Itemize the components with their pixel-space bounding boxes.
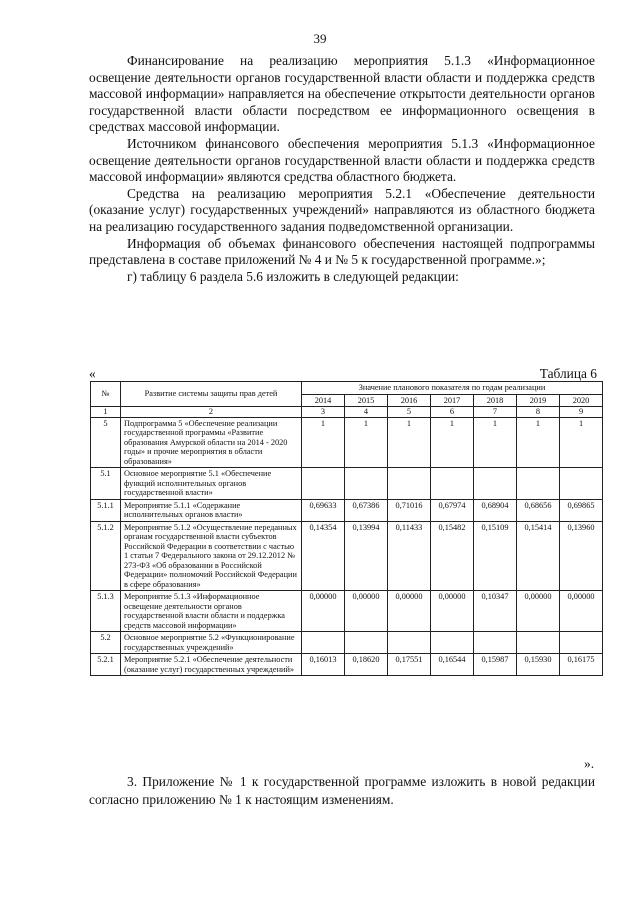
row-name: Основное мероприятие 5.1 «Обеспечение функций исполнительных органов государственной власти» — [121, 468, 302, 500]
row-code: 5.1.1 — [91, 499, 121, 521]
row-value: 0,16013 — [302, 654, 345, 676]
index-cell: 7 — [474, 407, 517, 418]
row-value: 0,67386 — [345, 499, 388, 521]
row-value: 0,68904 — [474, 499, 517, 521]
page-number: 39 — [313, 31, 327, 46]
row-value: 0,00000 — [345, 591, 388, 632]
row-value — [345, 468, 388, 500]
row-value — [388, 468, 431, 500]
header-year: 2018 — [474, 394, 517, 407]
header-year: 2020 — [560, 394, 603, 407]
indicator-table — [90, 381, 603, 676]
row-value: 0,69633 — [302, 499, 345, 521]
row-value — [388, 632, 431, 654]
index-cell: 3 — [302, 407, 345, 418]
row-value — [431, 468, 474, 500]
row-value: 1 — [560, 417, 603, 468]
row-value: 0,69865 — [560, 499, 603, 521]
row-value: 0,16544 — [431, 654, 474, 676]
row-code: 5.2.1 — [91, 654, 121, 676]
index-cell: 6 — [431, 407, 474, 418]
row-value: 0,13994 — [345, 521, 388, 591]
index-cell: 5 — [388, 407, 431, 418]
paragraph-information-volumes: Информация об объемах финансового обеспечения настоящей подпрограммы представлена в составе приложений № 4 и № 5 к государственной программе.»; — [89, 235, 595, 268]
table-row — [91, 654, 603, 676]
row-name: Мероприятие 5.1.2 «Осуществление переданных органам государственной власти субъектов Российской Федерации в соответствии с частью 1 статьи 7 Федерального закона от 29.12.2012 № 273-ФЗ «Об образовании в Российской Федерации» полномочий Российской Федерации в сфере образования» — [121, 521, 302, 591]
row-value: 0,71016 — [388, 499, 431, 521]
row-name: Мероприятие 5.2.1 «Обеспечение деятельности (оказание услуг) государственных учреждений» — [121, 654, 302, 676]
row-value: 0,15109 — [474, 521, 517, 591]
index-cell: 1 — [91, 407, 121, 418]
index-cell: 9 — [560, 407, 603, 418]
row-value: 0,11433 — [388, 521, 431, 591]
row-value: 0,10347 — [474, 591, 517, 632]
row-value: 0,00000 — [517, 591, 560, 632]
row-value — [474, 468, 517, 500]
index-cell: 4 — [345, 407, 388, 418]
row-code: 5.1.3 — [91, 591, 121, 632]
row-value: 1 — [431, 417, 474, 468]
row-value: 0,00000 — [560, 591, 603, 632]
table-lead-row — [89, 366, 597, 382]
row-code: 5.2 — [91, 632, 121, 654]
row-value — [431, 632, 474, 654]
row-value — [345, 632, 388, 654]
row-value: 1 — [474, 417, 517, 468]
row-value: 0,16175 — [560, 654, 603, 676]
table-row — [91, 591, 603, 632]
open-quote: « — [89, 366, 96, 381]
table-row — [91, 417, 603, 468]
header-number: № — [91, 382, 121, 407]
row-value: 0,68656 — [517, 499, 560, 521]
paragraph-funding-source: Источником финансового обеспечения мероприятия 5.1.3 «Информационное освещение деятельности органов государственной власти области и поддержка средств массовой информации» являются средства областного бюджета. — [89, 135, 595, 185]
row-value — [474, 632, 517, 654]
paragraph-table-amendment: г) таблицу 6 раздела 5.6 изложить в следующей редакции: — [127, 268, 459, 284]
table-row — [91, 521, 603, 591]
row-value: 0,00000 — [431, 591, 474, 632]
row-value: 0,15414 — [517, 521, 560, 591]
index-cell: 8 — [517, 407, 560, 418]
row-value: 1 — [302, 417, 345, 468]
row-value — [560, 632, 603, 654]
header-year: 2019 — [517, 394, 560, 407]
row-value — [517, 632, 560, 654]
row-name: Основное мероприятие 5.2 «Функционирование государственных учреждений» — [121, 632, 302, 654]
row-value: 1 — [517, 417, 560, 468]
final-paragraph: 3. Приложение № 1 к государственной программе изложить в новой редакции согласно приложению № 1 к настоящим изменениям. — [89, 774, 595, 807]
row-value: 0,14354 — [302, 521, 345, 591]
row-value: 0,67974 — [431, 499, 474, 521]
row-value: 1 — [388, 417, 431, 468]
row-value — [302, 632, 345, 654]
table-caption: Таблица 6 — [539, 366, 597, 381]
row-value: 1 — [345, 417, 388, 468]
table-row — [91, 468, 603, 500]
header-year: 2015 — [345, 394, 388, 407]
close-quote: ». — [584, 756, 595, 771]
table-row — [91, 499, 603, 521]
row-value: 0,15482 — [431, 521, 474, 591]
row-code: 5.1.2 — [91, 521, 121, 591]
row-value — [517, 468, 560, 500]
table-row — [91, 632, 603, 654]
row-value: 0,18620 — [345, 654, 388, 676]
paragraph-measure-5-2-1: Средства на реализацию мероприятия 5.2.1 «Обеспечение деятельности (оказание услуг) государственных учреждений» направляются из областного бюджета на реализацию государственного задания подведомственной организации. — [89, 185, 595, 234]
table-index-row — [91, 407, 603, 418]
header-year: 2017 — [431, 394, 474, 407]
row-code: 5 — [91, 417, 121, 468]
header-group: Значение планового показателя по годам реализации — [302, 382, 603, 395]
body-text — [89, 53, 595, 285]
header-name: Развитие системы защиты прав детей — [121, 382, 302, 407]
row-value — [560, 468, 603, 500]
row-name: Подпрограмма 5 «Обеспечение реализации государственной программы «Развитие образования Амурской области на 2014 - 2020 годы» и прочие мероприятия в области образования» — [121, 417, 302, 468]
row-value: 0,15930 — [517, 654, 560, 676]
row-value: 0,17551 — [388, 654, 431, 676]
row-value: 0,00000 — [302, 591, 345, 632]
row-name: Мероприятие 5.1.3 «Информационное освещение деятельности органов государственной власти области и поддержка средств массовой информации» — [121, 591, 302, 632]
row-name: Мероприятие 5.1.1 «Содержание исполнительных органов власти» — [121, 499, 302, 521]
row-value — [302, 468, 345, 500]
header-year: 2014 — [302, 394, 345, 407]
row-value: 0,00000 — [388, 591, 431, 632]
row-value: 0,13960 — [560, 521, 603, 591]
row-code: 5.1 — [91, 468, 121, 500]
row-value: 0,15987 — [474, 654, 517, 676]
header-year: 2016 — [388, 394, 431, 407]
index-cell: 2 — [121, 407, 302, 418]
paragraph-financing: Финансирование на реализацию мероприятия 5.1.3 «Информационное освещение деятельности органов государственной власти области и поддержка средств массовой информации» направляется на обеспечение открытости деятельности органов государственной власти области посредством ее информационного освещения в средствах массовой информации. — [89, 53, 595, 135]
table-header-row — [91, 382, 603, 395]
